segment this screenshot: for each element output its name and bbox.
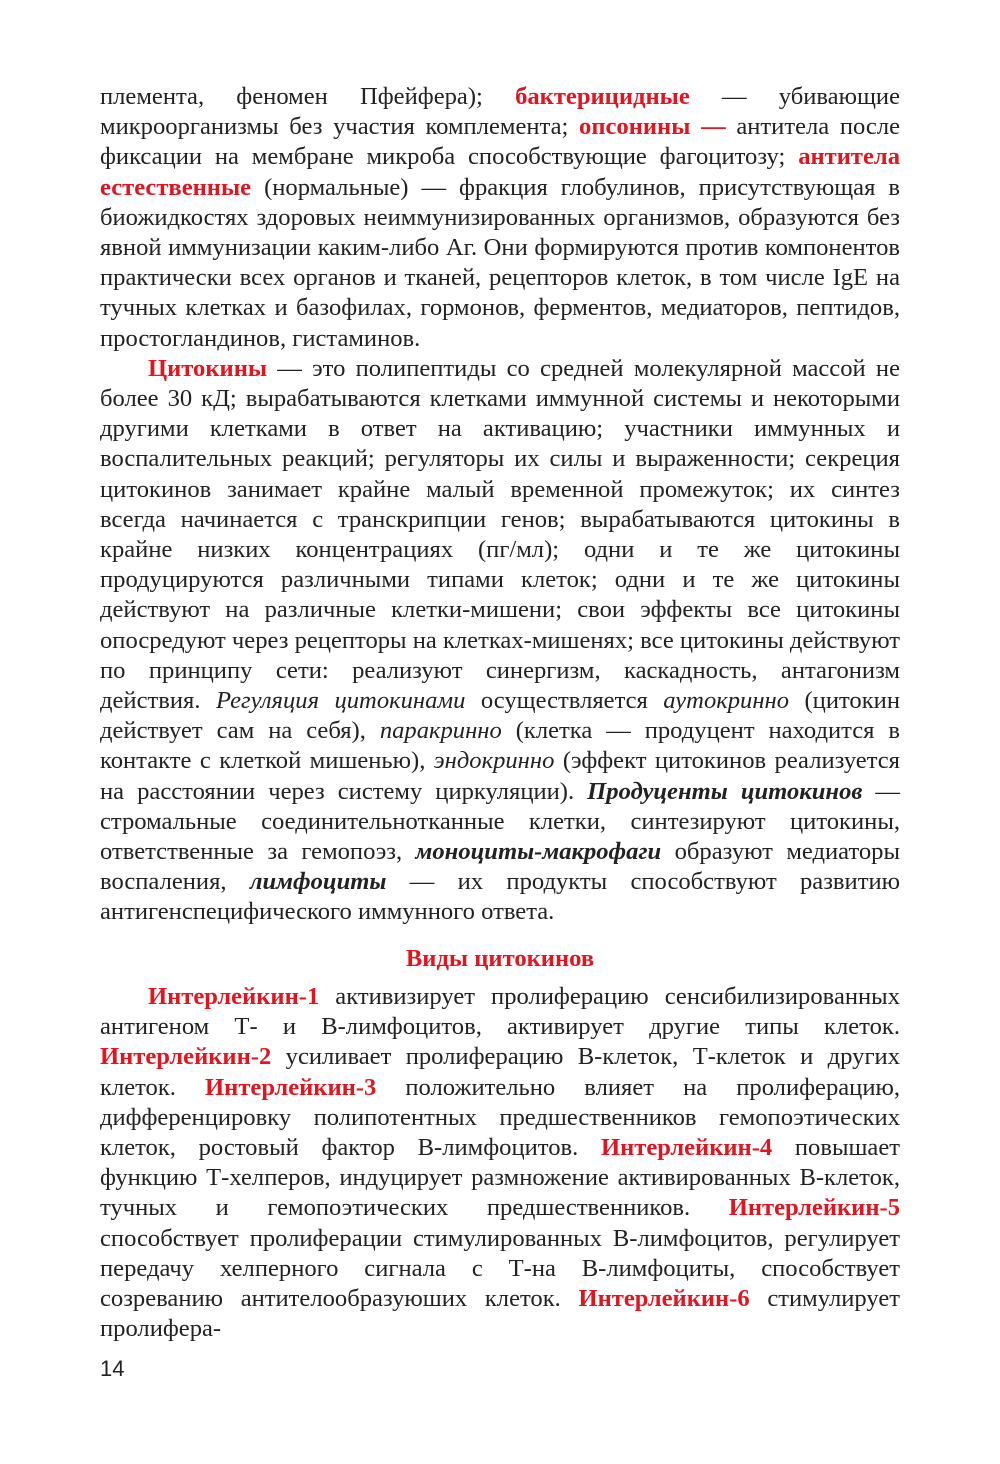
- term-interleukin-4: Интерлейкин-4: [600, 1133, 773, 1161]
- term-cytokines: Цитокины: [148, 354, 268, 382]
- text-run: (цитокин действует сам на себя),: [100, 687, 900, 745]
- text-run: положительно влияет на пролиферацию, дифференцировку полипотентных предшественников гемопоэтических клеток, ростовый фактор В-лимфоцитов.: [100, 1073, 901, 1161]
- term-interleukin-3: Интерлейкин-3: [205, 1073, 377, 1101]
- text-run: способствует пролиферации стимулированных В-лимфоцитов, регулирует передачу хелперного сигнала с Т-на В-лимфоциты, способствует созреванию антителообразуюших клеток.: [100, 1224, 900, 1312]
- text-run: антитела после фиксации на мембране микроба способствующие фагоцитозу;: [100, 113, 901, 171]
- italic-paracrine: паракринно: [379, 717, 502, 745]
- term-interleukin-5: Интерлейкин-5: [728, 1194, 900, 1222]
- term-interleukin-6: Интерлейкин-6: [578, 1284, 750, 1312]
- text-run: повышает функцию Т-хелперов, индуцирует размножение активированных В-клеток, тучных и гемопоэтических предшественников.: [100, 1133, 900, 1222]
- term-opsonins: опсонины —: [579, 113, 726, 141]
- bold-italic-lymphocytes: лимфоциты: [249, 868, 387, 896]
- term-bactericidal: бактерицидные: [515, 83, 690, 110]
- text-run: (клетка — продуцент находится в контакте с клеткой мишенью),: [100, 717, 900, 775]
- page-body: [100, 82, 900, 1344]
- text-run: — это полипептиды со средней молекулярной массой не более 30 кД; вырабатываются клетками иммунной системы и некоторыми другими клетками в ответ на активацию; участники иммунных и воспалительных реакций; регуляторы их силы и выраженности; секреция цитокинов занимает крайне малый временной промежуток; их синтез всегда начинается с транскрипции генов; вырабатываются цитокины в крайне низких концентрациях (пг/мл); одни и те же цитокины продуцируются различными типами клеток; одни и те же цитокины действуют на различные клетки-мишени; свои эффекты все цитокины опосредуют через рецепторы на клетках-мишенях; все цитокины действуют по принципу сети: реализуют синергизм, каскадность, антагонизм действия.: [100, 354, 901, 715]
- bold-italic-monocytes: моноциты-макрофаги: [415, 838, 662, 866]
- text-run: осуществляется: [465, 687, 664, 715]
- text-run: (нормальные) — фракция глобулинов, присутствующая в биожидкостях здоровых неиммунизированных организмов, образуются без явной иммунизации каким-либо Аг. Они формируются против компонентов практически всех органов и тканей, рецепторов клеток, в том числе IgE на тучных клетках и базофилах, гормонов, ферментов, медиаторов, пептидов, простогландинов, гистаминов.: [100, 173, 900, 352]
- text-run: (эффект цитокинов реализуется на расстоянии через систему циркуляции).: [100, 747, 900, 805]
- text-run: образуют медиаторы воспаления,: [100, 838, 900, 896]
- term-natural-antibodies: антитела естественные: [100, 143, 900, 201]
- italic-regulation: Регуляция цитокинами: [215, 687, 466, 715]
- section-heading: Виды цитокинов: [405, 944, 595, 972]
- paragraph-antibodies: [100, 82, 900, 354]
- text-run: стимулирует пролифера-: [100, 1284, 900, 1343]
- text-run: племента, феномен Пфейфера);: [100, 83, 516, 110]
- term-interleukin-1: Интерлейкин-1: [148, 982, 320, 1010]
- paragraph-cytokines: [100, 354, 900, 928]
- text-run: — убивающие микроорганизмы без участия комплемента;: [100, 83, 900, 141]
- page-number: 14: [100, 1356, 125, 1381]
- text-run: — стромальные соединительнотканные клетки, синтезируют цитокины, ответственные за гемопоэз,: [100, 777, 900, 866]
- italic-autocrine: аутокринно: [663, 687, 790, 715]
- text-run: активизирует пролиферацию сенсибилизированных антигеном Т- и В-лимфоцитов, активирует другие типы клеток.: [100, 982, 900, 1041]
- paragraph-interleukins: [100, 982, 900, 1344]
- text-run: — их продукты способствуют развитию антигенспецифического иммунного ответа.: [100, 868, 900, 926]
- text-run: усиливает пролиферацию В-клеток, Т-клеток и других клеток.: [100, 1043, 900, 1101]
- bold-italic-producers: Продуценты цитокинов: [587, 777, 863, 805]
- italic-endocrine: эндокринно: [433, 747, 555, 775]
- term-interleukin-2: Интерлейкин-2: [100, 1043, 272, 1071]
